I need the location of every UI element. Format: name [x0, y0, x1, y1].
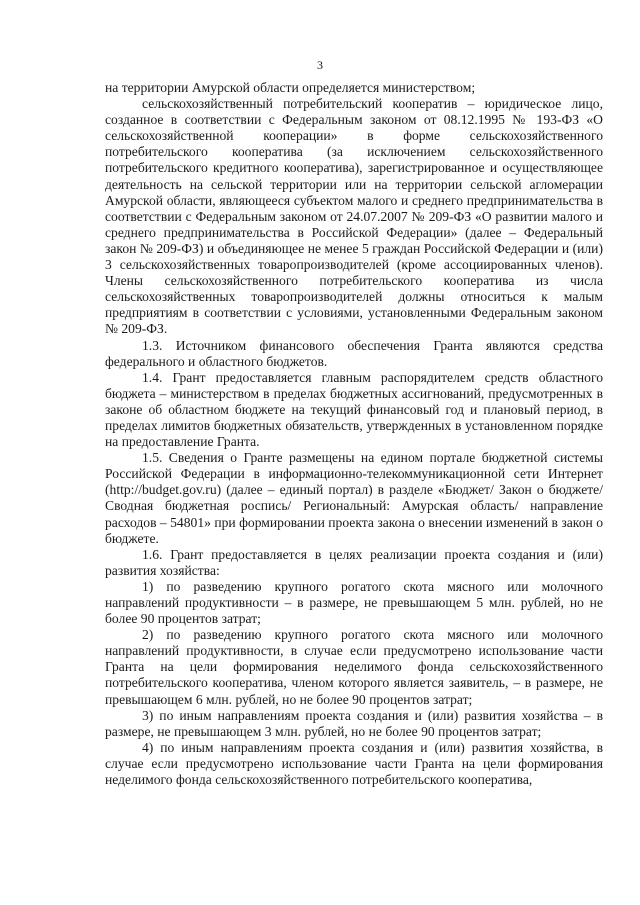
list-item: 2) по разведению крупного рогатого скота мясного или молочного направлений продуктивности, в случае если предусмотрено использование части Гранта на цели формирования неделимого фонда сельскохозяйственного потребительского кооператива, членом которого является заявитель, – в размере, не превышающем 6 млн. рублей, но не более 90 процентов затрат; [105, 627, 603, 707]
paragraph: сельскохозяйственный потребительский кооператив – юридическое лицо, созданное в соответствии с Федеральным законом от 08.12.1995 № 193-ФЗ «О сельскохозяйственной кооперации» в форме сельскохозяйственного потребительского кооператива (за исключением сельскохозяйственного потребительского кредитного кооператива), зарегистрированное и осуществляющее деятельность на сельской территории или на территории сельской агломерации Амурской области, являющееся субъектом малого и среднего предпринимательства в соответствии с Федеральным законом от 24.07.2007 № 209-ФЗ «О развитии малого и среднего предпринимательства в Российской Федерации» (далее – Федеральный закон № 209-ФЗ) и объединяющее не менее 5 граждан Российской Федерации и (или) 3 сельскохозяйственных товаропроизводителей (кроме ассоциированных членов). Члены сельскохозяйственного потребительского кооператива из числа сельскохозяйственных товаропроизводителей должны относиться к малым предприятиям в соответствии с условиями, установленными Федеральным законом № 209-ФЗ. [105, 96, 603, 337]
paragraph: 1.5. Сведения о Гранте размещены на едином портале бюджетной системы Российской Федерации в информационно-телекоммуникационной сети Интернет (http://budget.gov.ru) (далее – единый портал) в разделе «Бюджет/ Закон о бюджете/ Сводная бюджетная роспись/ Региональный: Амурская область/ направление расходов – 54801» при формировании проекта закона о внесении изменений в закон о бюджете. [105, 450, 603, 546]
paragraph: на территории Амурской области определяется министерством; [105, 80, 476, 95]
paragraph: 1.3. Источником финансового обеспечения Гранта являются средства федерального и областного бюджетов. [105, 337, 603, 369]
list-item: 1) по разведению крупного рогатого скота мясного или молочного направлений продуктивности – в размере, не превышающем 5 млн. рублей, но не более 90 процентов затрат; [105, 578, 603, 627]
document-body [105, 80, 603, 788]
paragraph: 1.4. Грант предоставляется главным распорядителем средств областного бюджета – министерством в пределах бюджетных ассигнований, предусмотренных в законе об областном бюджете на текущий финансовый год и плановый период, в пределах лимитов бюджетных обязательств, утвержденных в установленном порядке на предоставление Гранта. [105, 369, 603, 450]
paragraph: 1.6. Грант предоставляется в целях реализации проекта создания и (или) развития хозяйства: [105, 546, 603, 578]
list-item: 3) по иным направлениям проекта создания и (или) развития хозяйства – в размере, не превышающем 3 млн. рублей, но не более 90 процентов затрат; [105, 707, 603, 739]
list-item: 4) по иным направлениям проекта создания и (или) развития хозяйства, в случае если предусмотрено использование части Гранта на цели формирования неделимого фонда сельскохозяйственного потребительского кооператива, [105, 739, 603, 788]
page-number: 3 [317, 58, 323, 72]
